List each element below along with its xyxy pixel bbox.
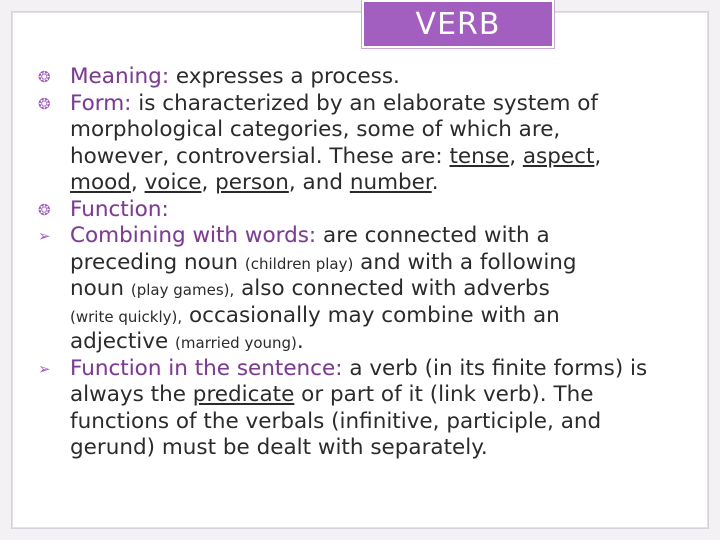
meaning-text: expresses a process. — [175, 64, 400, 89]
function-sentence-line2 — [38, 382, 700, 409]
example-play-games: (play games), — [130, 281, 235, 299]
term-aspect: aspect — [522, 143, 595, 169]
title-box — [362, 0, 554, 48]
flower-bullet-icon: ❂ — [38, 68, 51, 86]
term-voice: voice — [144, 170, 202, 195]
function-sentence-label: Function in the sentence: — [70, 355, 343, 381]
flower-bullet-icon: ❂ — [38, 200, 51, 219]
slide-title: VERB — [415, 7, 501, 42]
combining-line2 — [38, 250, 700, 277]
bullet-function — [38, 197, 700, 224]
combining-line5: adjective (married young). — [70, 329, 304, 354]
meaning-label: Meaning: — [70, 64, 170, 89]
combining-text-line3b: also connected with adverbs — [241, 276, 550, 301]
combining-text-line2b: and with a following — [360, 249, 577, 275]
function-sentence-text-line1: a verb (in its finite forms) is — [349, 355, 648, 381]
function-sentence-text-line4: gerund) must be dealt with separately. — [70, 435, 488, 460]
combining-label: Combining with words: — [70, 223, 317, 248]
form-text-line1: is characterized by an elaborate system of — [138, 90, 598, 116]
slide-content — [38, 64, 700, 462]
term-tense: tense — [449, 143, 510, 169]
combining-line3 — [38, 276, 700, 303]
subbullet-function-sentence — [38, 356, 700, 383]
combining-text-line3: noun — [70, 276, 125, 301]
combining-text-line1: are connected with a — [323, 223, 550, 248]
function-sentence-text-line2b: or part of it (link verb). The — [294, 382, 594, 407]
combining-text-line2: preceding noun — [70, 249, 239, 275]
example-married-young: (married young) — [175, 334, 297, 352]
function-sentence-line4 — [38, 435, 700, 462]
term-mood: mood — [70, 170, 131, 195]
term-predicate: predicate — [192, 382, 295, 407]
arrow-bullet-icon: ➢ — [38, 359, 51, 378]
function-label: Function: — [70, 196, 169, 222]
form-text-line3: however, controversial. These are: — [70, 143, 450, 169]
function-sentence-line3 — [38, 409, 700, 436]
term-number: number — [349, 170, 432, 195]
subbullet-combining — [38, 223, 700, 250]
bullet-meaning — [38, 64, 700, 91]
combining-text-line4: occasionally may combine with an — [188, 302, 560, 328]
form-line2 — [38, 117, 700, 144]
form-text-line2: morphological categories, some of which are, — [70, 117, 561, 142]
form-line3: however, controversial. These are: tense, aspect, — [70, 143, 602, 169]
function-sentence-text-line2: always the — [70, 382, 193, 407]
term-person: person — [215, 170, 289, 195]
term-and: and — [302, 170, 343, 195]
function-sentence-text-line3: functions of the verbals (infinitive, participle, and — [70, 408, 602, 434]
combining-text-line5: adjective — [70, 329, 169, 354]
arrow-bullet-icon: ➢ — [38, 227, 51, 245]
combining-line4 — [38, 303, 700, 330]
example-write-quickly: (write quickly), — [70, 307, 183, 326]
example-children-play: (children play) — [244, 254, 354, 273]
bullet-form — [38, 91, 700, 118]
form-label: Form: — [70, 90, 132, 116]
flower-bullet-icon: ❂ — [38, 94, 51, 113]
form-line4: mood, voice, person, and number. — [70, 170, 439, 195]
